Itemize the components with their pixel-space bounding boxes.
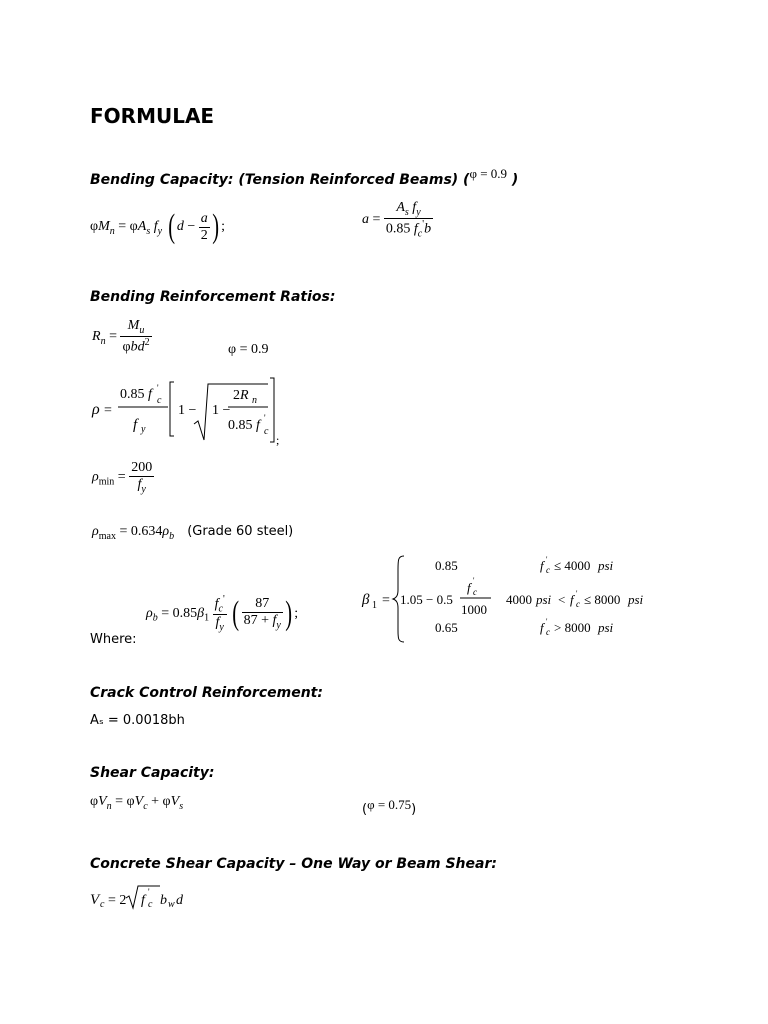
heading-concrete-shear: Concrete Shear Capacity – One Way or Beam Shear:: [90, 856, 497, 872]
formula-rho-min: $\rho_{min}$ = $\frac{200}{f_y}$: [92, 460, 153, 495]
heading-shear-capacity: Shear Capacity:: [90, 765, 215, 781]
svg-text:y: y: [141, 424, 146, 435]
svg-text:psi: psi: [598, 620, 614, 635]
svg-text:1: 1: [372, 600, 377, 611]
formula-rho-b: $\rho_b = 0.85\beta_1$ $\frac{f_c'}{f_y}$ ( $\frac{87}{87 + f_y}$ ) ;: [146, 594, 299, 634]
svg-text:1.05 − 0.5: 1.05 − 0.5: [400, 592, 453, 607]
svg-text:f: f: [540, 558, 544, 573]
formula-crack-control: Aₛ = 0.0018bh: [90, 713, 185, 728]
heading-crack-control: Crack Control Reinforcement:: [90, 685, 323, 701]
svg-text:c: c: [546, 627, 550, 637]
svg-text:f: f: [540, 620, 544, 635]
svg-text:n: n: [252, 395, 257, 406]
svg-text:': ': [264, 413, 266, 423]
svg-text:ρ: ρ: [92, 401, 100, 418]
rho-max-note: (Grade 60 steel): [187, 524, 294, 539]
svg-text:c: c: [576, 599, 580, 609]
svg-text:β: β: [362, 592, 370, 608]
svg-text:1 −: 1 −: [178, 403, 197, 418]
svg-text:2R: 2R: [233, 388, 249, 403]
formula-concrete-shear: [88, 882, 198, 914]
svg-text:1000: 1000: [461, 602, 487, 617]
formula-moment-capacity: $\varphi M_n = \varphi A_s$ $f_y$ ( d − $\frac{a}{2}$ ) ;: [90, 208, 226, 245]
svg-text:f: f: [141, 893, 145, 908]
phi-value-shear: φ = 0.75: [367, 797, 412, 812]
svg-text:': ': [148, 887, 150, 897]
svg-text:0.85 f: 0.85 f: [228, 418, 260, 433]
svg-text:f: f: [467, 580, 471, 595]
heading-bending-capacity: Bending Capacity: (Tension Reinforced Beams) (φ = 0.9 ): [90, 166, 519, 188]
svg-text:4000: 4000: [506, 592, 532, 607]
page-title: FORMULAE: [90, 104, 215, 128]
svg-text:c: c: [473, 587, 477, 597]
svg-text:=: =: [104, 403, 112, 418]
formula-beta1: [360, 550, 660, 646]
svg-text:c: c: [148, 899, 153, 910]
svg-text:psi: psi: [536, 592, 552, 607]
svg-text:0.85: 0.85: [435, 558, 458, 573]
phi-value-ratios: φ = 0.9: [228, 342, 269, 357]
svg-text:1 −: 1 −: [212, 403, 231, 418]
svg-text:c: c: [546, 565, 550, 575]
svg-text:c: c: [100, 899, 105, 910]
phi-value-bending: φ = 0.9: [469, 166, 508, 181]
formula-stress-block-depth: a = $\frac{A_s f_y}{0.85 f_c'b}$: [362, 200, 432, 240]
svg-text:': ': [576, 589, 578, 598]
phi-shear-wrapper: ($^{\varphi = 0.75}$): [362, 797, 417, 817]
svg-text:=: =: [382, 593, 390, 608]
svg-text:c: c: [157, 395, 162, 406]
svg-text:psi: psi: [598, 558, 614, 573]
svg-text:d: d: [176, 893, 183, 908]
formula-rho-max-row: [92, 520, 293, 542]
svg-text:0.85 f: 0.85 f: [120, 387, 152, 402]
formula-rho: [90, 374, 290, 450]
svg-text:≤ 8000: ≤ 8000: [584, 592, 621, 607]
svg-text:psi: psi: [628, 592, 644, 607]
svg-text:b: b: [160, 893, 167, 908]
formula-rho-max: $\rho_{max} = 0.634\rho_b$: [92, 524, 175, 542]
svg-text:f: f: [133, 417, 138, 433]
svg-text:c: c: [264, 426, 269, 437]
formula-rn: $R_n$ = $\frac{M_u}{\varphi bd^2}$: [92, 318, 150, 355]
svg-text:w: w: [168, 899, 175, 910]
svg-text:≤ 4000: ≤ 4000: [554, 558, 591, 573]
svg-text:': ': [546, 617, 548, 626]
svg-text:> 8000: > 8000: [554, 620, 591, 635]
where-label: Where:: [90, 632, 137, 647]
svg-text:': ': [473, 576, 475, 585]
svg-text:': ': [157, 383, 159, 393]
svg-text:<: <: [558, 592, 566, 607]
formula-shear-capacity: $\varphi V_n = \varphi V_c + \varphi V_s$: [90, 794, 184, 812]
svg-text:0.65: 0.65: [435, 620, 458, 635]
svg-text:': ': [546, 555, 548, 564]
heading-bending-ratios: Bending Reinforcement Ratios:: [90, 289, 336, 305]
svg-text:= 2: = 2: [108, 893, 127, 908]
svg-text:f: f: [570, 592, 574, 607]
svg-text:V: V: [90, 892, 100, 908]
svg-text:;: ;: [276, 433, 280, 447]
